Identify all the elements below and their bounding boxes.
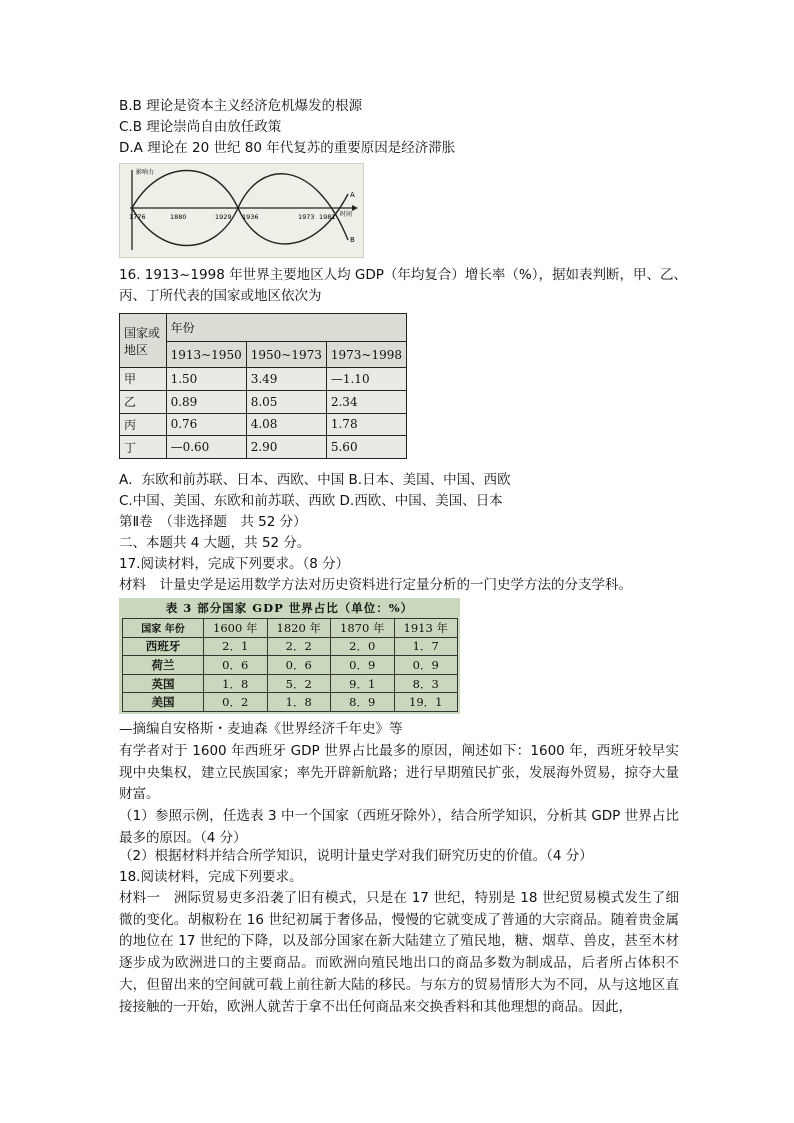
table-cell: 0．2	[204, 693, 268, 712]
table-cell: 8．9	[331, 693, 395, 712]
row-header: 英国	[123, 674, 204, 693]
tick-label: 1981	[319, 213, 336, 221]
table-row	[120, 436, 407, 459]
table-cell: 4.08	[246, 413, 326, 436]
tick-label: 1929	[215, 213, 232, 221]
table-cell: 2.90	[246, 436, 326, 459]
table-cell: 0．6	[267, 656, 331, 675]
table-cell: 1.78	[326, 413, 406, 436]
table-cell: —0.60	[166, 436, 246, 459]
influence-graph-svg	[120, 164, 363, 257]
table-cell: 2．0	[331, 637, 395, 656]
q16-options-line1: A．东欧和前苏联、日本、西欧、中国 B.日本、美国、中国、西欧	[119, 472, 511, 488]
volume-heading: 第Ⅱ卷 （非选择题 共 52 分）	[119, 514, 307, 530]
row-header: 甲	[120, 368, 167, 391]
table-cell: 0.76	[166, 413, 246, 436]
part-heading: 二、本题共 4 大题，共 52 分。	[119, 535, 311, 551]
tick-label: 1936	[242, 213, 259, 221]
column-header: 1913 年	[394, 619, 458, 638]
column-header: 1820 年	[267, 619, 331, 638]
table-cell: 1．8	[267, 693, 331, 712]
x-axis-label: 时间	[340, 211, 353, 218]
x-axis-arrow	[352, 205, 358, 211]
curve-a-label: A	[350, 191, 355, 199]
row-header: 乙	[120, 390, 167, 413]
table-cell: 0.89	[166, 390, 246, 413]
table-cell: 5.60	[326, 436, 406, 459]
table-cell: 2.34	[326, 390, 406, 413]
q18-material-1: 材料一 洲际贸易吏多沿袭了旧有模式，只是在 17 世纪，特别是 18 世纪贸易模式发生了细微的变化。胡椒粉在 16 世纪初属于奢侈品，慢慢的它就变成了普通的大宗商品。随着贵金属的地位在 17 世纪的下降，以及部分国家在新大陆建立了殖民地，糖、烟草、兽皮，甚至木材逐步成为欧洲进口的主要商品。而欧洲向殖民地出口的商品多数为制成品，后者所占体积不大，但留出来的空间就可载上前往新大陆的移民。与东方的贸易情形大为不同，从与这地区直接接触的一开始，欧洲人就苦于拿不出任何商品来交换香料和其他理想的商品。因此，	[119, 890, 679, 1015]
table-cell: 0．6	[204, 656, 268, 675]
row-header: 荷兰	[123, 656, 204, 675]
gdp-table	[119, 598, 460, 714]
curve-a	[132, 171, 348, 244]
table-corner-header: 国家 年份	[123, 619, 204, 638]
column-header: 1913~1950	[166, 342, 246, 368]
column-header: 1870 年	[331, 619, 395, 638]
tick-label: 1973	[298, 213, 315, 221]
table-cell: 9．1	[331, 674, 395, 693]
table-cell: 1．8	[204, 674, 268, 693]
column-header: 1973~1998	[326, 342, 406, 368]
table-cell: —1.10	[326, 368, 406, 391]
table-row	[123, 674, 458, 693]
table-cell: 1．7	[394, 637, 458, 656]
table-row	[120, 368, 407, 391]
tick-label: 1880	[170, 213, 187, 221]
table-cell: 8．3	[394, 674, 458, 693]
column-header: 1600 年	[204, 619, 268, 638]
curve-b	[132, 174, 348, 246]
option-c: C.B 理论崇尚自由放任政策	[119, 119, 282, 135]
table-row	[120, 413, 407, 436]
table-cell: 2．2	[267, 637, 331, 656]
option-b: B.B 理论是资本主义经济危机爆发的根源	[119, 98, 363, 114]
q17-subquestion-2: （2）根据材料并结合所学知识，说明计量史学对我们研究历史的价值。（4 分）	[119, 848, 593, 864]
q17-material: 材料 计量史学是运用数学方法对历史资料进行定量分析的一门史学方法的分支学科。	[119, 577, 632, 593]
q16-table	[119, 313, 407, 459]
q16-stem-line2: 丙、丁所代表的国家或地区依次为	[119, 288, 322, 304]
q17-stem: 17.阅读材料，完成下列要求。（8 分）	[119, 556, 350, 572]
table-corner-header: 国家或地区	[120, 314, 167, 368]
option-d: D.A 理论在 20 世纪 80 年代复苏的重要原因是经济滞胀	[119, 140, 456, 156]
table-source: —摘编自安格斯・麦迪森《世界经济千年史》等	[119, 721, 403, 737]
row-header: 西班牙	[123, 637, 204, 656]
table-row	[123, 656, 458, 675]
table-cell: 0．9	[394, 656, 458, 675]
tick-label: 1776	[129, 213, 146, 221]
table-cell: 2．1	[204, 637, 268, 656]
column-header: 1950~1973	[246, 342, 326, 368]
table-cell: 0．9	[331, 656, 395, 675]
row-header: 丁	[120, 436, 167, 459]
q18-stem: 18.阅读材料，完成下列要求。	[119, 869, 303, 885]
table-row	[120, 390, 407, 413]
table-group-header: 年份	[166, 314, 406, 342]
influence-graph	[119, 163, 364, 258]
q16-stem-line1: 16. 1913~1998 年世界主要地区人均 GDP（年均复合）增长率（%），据如表判断，甲、乙、	[119, 267, 687, 283]
table-cell: 8.05	[246, 390, 326, 413]
table-cell: 1.50	[166, 368, 246, 391]
row-header: 丙	[120, 413, 167, 436]
table-row	[123, 637, 458, 656]
y-axis-label: 影响力	[136, 169, 155, 176]
table-row	[123, 693, 458, 712]
table-cell: 5．2	[267, 674, 331, 693]
table-cell: 3.49	[246, 368, 326, 391]
q16-options-line2: C.中国、美国、东欧和前苏联、西欧 D.西欧、中国、美国、日本	[119, 493, 503, 509]
scholar-example: 有学者对于 1600 年西班牙 GDP 世界占比最多的原因，阐述如下：1600 年，西班牙较早实现中央集权，建立民族国家；率先开辟新航路；进行早期殖民扩张，发展海外贸易，掠夺大量财富。	[119, 743, 679, 803]
table-cell: 19．1	[394, 693, 458, 712]
row-header: 美国	[123, 693, 204, 712]
curve-b-label: B	[350, 236, 355, 244]
table-caption: 表 3 部分国家 GDP 世界占比（单位：%）	[165, 601, 414, 615]
q17-subquestion-1: （1）参照示例，任选表 3 中一个国家（西班牙除外），结合所学知识，分析其 GDP 世界占比最多的原因。（4 分）	[119, 808, 679, 846]
